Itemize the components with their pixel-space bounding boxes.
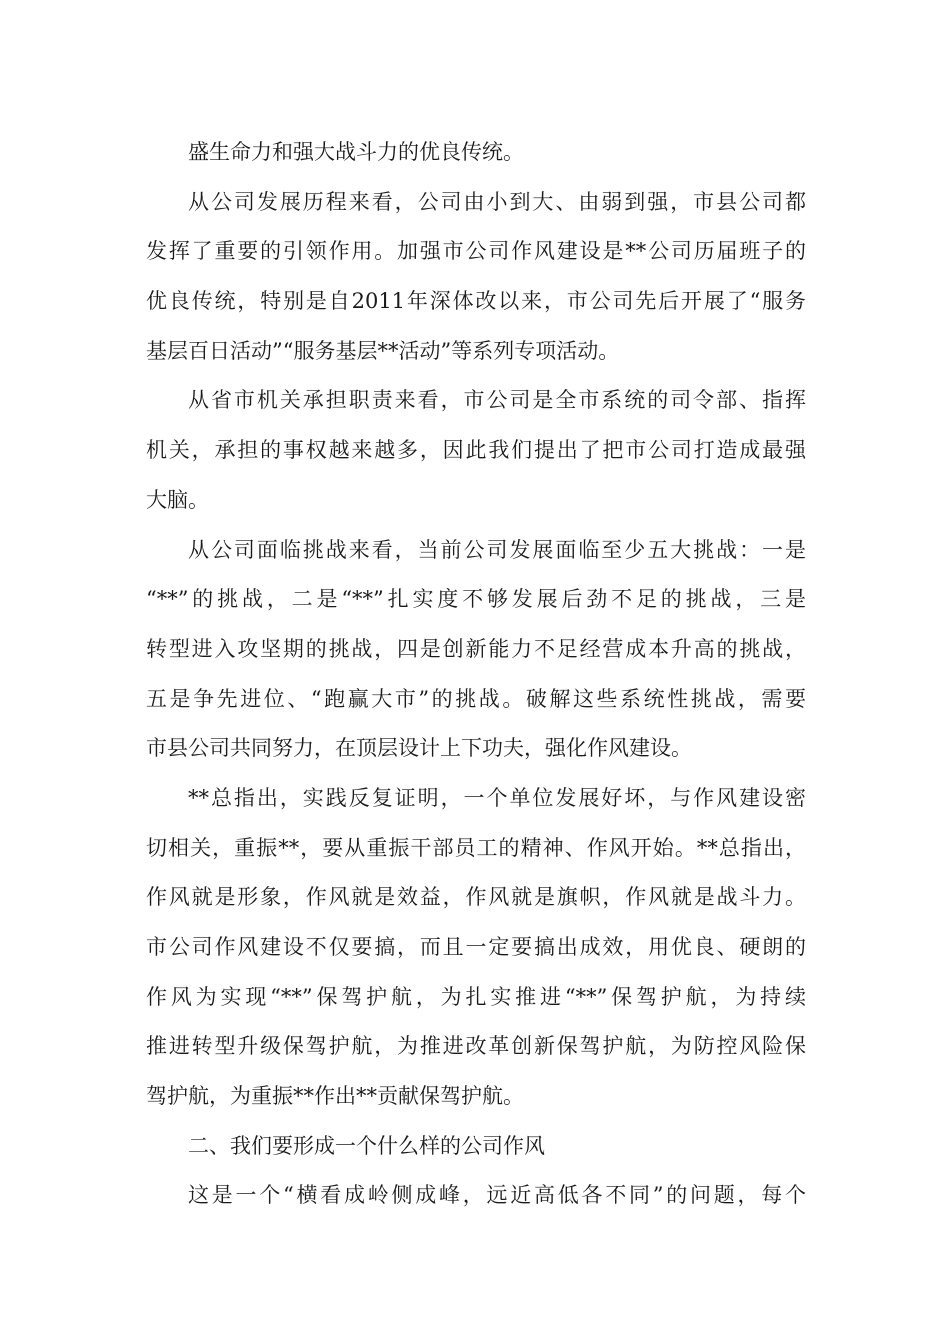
text-line: **总指出，实践反复证明，一个单位发展好坏，与作风建设密 xyxy=(188,785,806,810)
text-line: 推进转型升级保驾护航，为推进改革创新保驾护航，为防控风险保 xyxy=(146,1034,806,1059)
text-line: 这是一个“横看成岭侧成峰，远近高低各不同”的问题，每个 xyxy=(188,1183,806,1208)
text-line: 作风为实现“**”保驾护航，为扎实推进“**”保驾护航，为持续 xyxy=(146,984,806,1009)
text-line: 大脑。 xyxy=(146,487,209,512)
text-line: 市县公司共同努力，在顶层设计上下功夫，强化作风建设。 xyxy=(146,736,692,761)
text-line: 五是争先进位、“跑赢大市”的挑战。破解这些系统性挑战，需要 xyxy=(146,686,806,711)
text-line: 机关，承担的事权越来越多，因此我们提出了把市公司打造成最强 xyxy=(146,438,806,463)
text-line: 从公司发展历程来看，公司由小到大、由弱到强，市县公司都 xyxy=(188,189,806,214)
paragraph xyxy=(146,376,806,525)
text-line: 市公司作风建设不仅要搞，而且一定要搞出成效，用优良、硬朗的 xyxy=(146,935,806,959)
text-line: 二、我们要形成一个什么样的公司作风 xyxy=(188,1133,545,1158)
text-line: 基层百日活动”“服务基层**活动”等系列专项活动。 xyxy=(146,338,620,363)
text-line: 从省市机关承担职责来看，市公司是全市系统的司令部、指挥 xyxy=(188,388,806,413)
text-line: 转型进入攻坚期的挑战，四是创新能力不足经营成本升高的挑战， xyxy=(146,636,806,661)
paragraph xyxy=(146,1171,806,1221)
paragraph xyxy=(146,178,806,377)
text-line: 盛生命力和强大战斗力的优良传统。 xyxy=(188,140,524,164)
paragraph xyxy=(146,526,806,774)
paragraph xyxy=(146,128,806,178)
text-line: 驾护航，为重振**作出**贡献保驾护航。 xyxy=(146,1084,524,1109)
text-line: “**”的挑战，二是“**”扎实度不够发展后劲不足的挑战，三是 xyxy=(146,587,806,612)
paragraph xyxy=(146,774,806,1122)
text-line: 从公司面临挑战来看，当前公司发展面临至少五大挑战：一是 xyxy=(188,537,806,562)
text-line: 作风就是形象，作风就是效益，作风就是旗帜，作风就是战斗力。 xyxy=(146,885,806,910)
text-line: 发挥了重要的引领作用。加强市公司作风建设是**公司历届班子的 xyxy=(146,239,806,264)
text-line: 优良传统，特别是自2011年深体改以来，市公司先后开展了“服务 xyxy=(146,289,806,314)
text-line: 切相关，重振**，要从重振干部员工的精神、作风开始。**总指出， xyxy=(146,835,806,860)
paragraph xyxy=(146,1122,806,1172)
document-body xyxy=(146,128,806,1221)
